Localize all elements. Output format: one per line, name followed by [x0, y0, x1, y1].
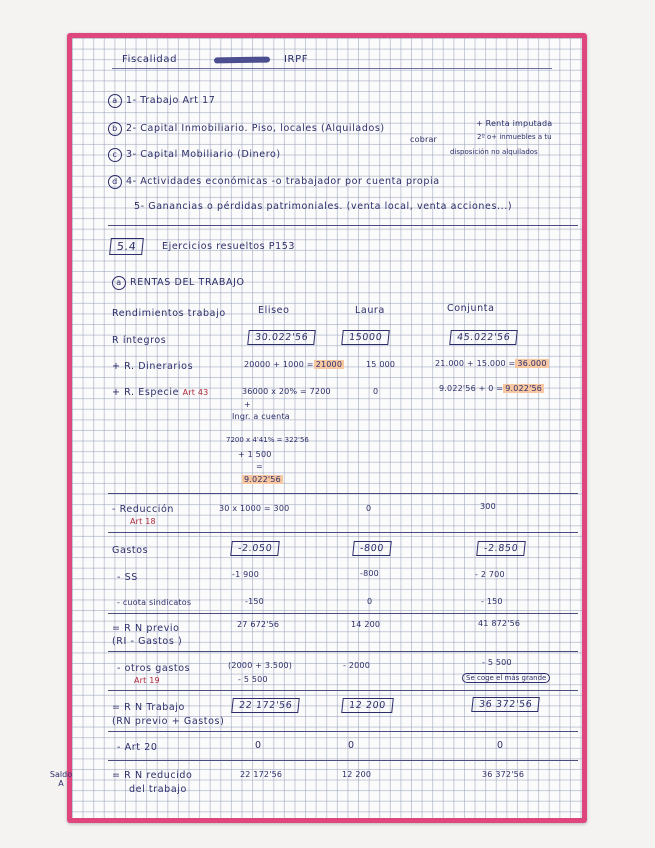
reduccion-art: Art 18 [130, 517, 156, 526]
row-rnprevio-label1: = R N previo [112, 623, 180, 634]
rnprevio-eliseo: 27 672'56 [237, 620, 280, 629]
row-cuota-label: - cuota sindicatos [117, 598, 192, 607]
list-note-cobrar: cobrar [410, 135, 438, 144]
col-conjunta: Conjunta [447, 303, 495, 314]
dinerarios-eliseo [244, 360, 344, 369]
otros-conjunta-1: - 5 500 [482, 658, 512, 667]
art20-laura: 0 [348, 740, 355, 751]
row-rnprevio-label2: (RI - Gastos ) [112, 636, 183, 647]
section-rule-6 [108, 690, 578, 691]
dinerarios-conjunta-result: 36.000 [517, 359, 547, 368]
header-rule [112, 68, 552, 69]
ss-laura: -800 [360, 569, 379, 578]
row-ingresos-label: R íntegros [112, 335, 167, 346]
calc-plus: + [244, 400, 251, 409]
list-item-2 [108, 122, 385, 136]
ingresos-laura: 15000 [341, 330, 390, 345]
row-rntrabajo-label1: = R N Trabajo [112, 702, 185, 713]
margin-note-line2: A [58, 779, 64, 788]
row-art20-label: - Art 20 [117, 742, 158, 753]
row-reduccion-label: - Reducción [112, 504, 175, 515]
gastos-laura: -800 [352, 541, 392, 556]
row-rnreducido-label1: = R N reducido [112, 770, 193, 781]
especie-conjunta-result: 9.022'56 [505, 384, 543, 393]
ss-eliseo: -1 900 [232, 570, 259, 579]
rnreducido-conjunta: 36 372'56 [482, 770, 525, 779]
rnprevio-conjunta: 41 872'56 [478, 619, 521, 628]
header-subject: Fiscalidad [122, 54, 178, 65]
otros-conjunta-2: Se coge el más grande [462, 673, 550, 683]
row-ss-label: - SS [117, 572, 138, 583]
scribbled-word [214, 57, 270, 64]
reduccion-conjunta: 300 [480, 502, 496, 511]
exercise-title: Ejercicios resueltos P153 [162, 241, 296, 252]
col-laura: Laura [355, 305, 385, 316]
otros-eliseo-1: (2000 + 3.500) [228, 661, 293, 670]
otros-eliseo-2: - 5 500 [238, 675, 268, 684]
row-dinerarios-label: + R. Dinerarios [112, 361, 194, 372]
row-especie-label [112, 387, 208, 398]
ingresos-eliseo: 30.022'56 [247, 330, 316, 345]
otros-laura: - 2000 [343, 661, 370, 670]
art20-eliseo: 0 [255, 740, 262, 751]
especie-eliseo: 36000 x 20% = 7200 [242, 387, 331, 396]
cuota-conjunta: - 150 [481, 597, 503, 606]
list-letter: c [108, 148, 122, 162]
especie-conjunta [439, 384, 544, 393]
cuota-laura: 0 [367, 597, 373, 606]
gastos-conjunta: -2.850 [476, 541, 526, 556]
exercise-number: 5.4 [109, 238, 144, 255]
col-label: Rendimientos trabajo [112, 308, 226, 319]
list-item-4 [108, 175, 440, 189]
dinerarios-laura: 15 000 [366, 360, 396, 369]
reduccion-laura: 0 [366, 504, 372, 513]
list-text: 1- Trabajo Art 17 [126, 95, 216, 106]
gastos-eliseo: -2.050 [230, 541, 280, 556]
rnreducido-laura: 12 200 [342, 770, 372, 779]
list-note-renta: + Renta imputada [476, 119, 553, 128]
header-tax: IRPF [284, 54, 309, 65]
rntrabajo-eliseo: 22 172'56 [231, 698, 300, 713]
list-text: 5- Ganancias o pérdidas patrimoniales. (venta local, venta acciones...) [134, 201, 513, 212]
section-title: RENTAS DEL TRABAJO [130, 277, 245, 288]
especie-art: Art 43 [182, 388, 209, 397]
especie-label: + R. Especie [112, 387, 180, 398]
row-rntrabajo-label2: (RN previo + Gastos) [112, 716, 225, 727]
especie-conjunta-calc: 9.022'56 + 0 = [439, 384, 504, 393]
list-note-inmuebles: 2º o+ inmuebles a tu [477, 133, 552, 141]
list-letter: b [108, 122, 122, 136]
calc-ingr: Ingr. a cuenta [232, 412, 290, 421]
otros-art: Art 19 [134, 676, 160, 685]
calc-line1: 7200 x 4'41% = 322'56 [226, 436, 309, 444]
col-eliseo: Eliseo [258, 305, 290, 316]
section-heading [112, 276, 245, 290]
row-gastos-label: Gastos [112, 545, 149, 556]
list-item-5 [134, 201, 512, 212]
calc-eq: = [256, 462, 263, 471]
list-text: 2- Capital Inmobiliario. Piso, locales (Alquilados) [126, 123, 385, 134]
calc-line2: + 1 500 [238, 450, 272, 459]
list-letter: d [108, 175, 122, 189]
list-item-1 [108, 94, 215, 108]
list-text: 3- Capital Mobiliario (Dinero) [126, 149, 281, 160]
art20-conjunta: 0 [497, 740, 504, 751]
list-text: 4- Actividades económicas -o trabajador por cuenta propia [126, 176, 440, 187]
dinerarios-eliseo-calc: 20000 + 1000 = [244, 360, 314, 369]
especie-laura: 0 [373, 387, 379, 396]
rntrabajo-laura: 12 200 [341, 698, 393, 713]
row-otros-label: - otros gastos [117, 663, 191, 674]
ingresos-conjunta: 45.022'56 [449, 330, 518, 345]
cuota-eliseo: -150 [245, 597, 264, 606]
section-rule-5 [108, 651, 578, 652]
section-rule-3 [108, 532, 578, 533]
section-rule-2 [108, 493, 578, 494]
list-note-disposicion: disposición no alquilados [450, 148, 538, 156]
margin-note-line1: Saldo [49, 770, 73, 779]
ss-conjunta: - 2 700 [475, 570, 505, 579]
section-rule-7 [108, 731, 578, 732]
section-rule-4 [108, 613, 578, 614]
rnprevio-laura: 14 200 [351, 620, 381, 629]
dinerarios-eliseo-result: 21000 [315, 360, 343, 369]
rntrabajo-conjunta: 36 372'56 [471, 697, 540, 712]
dinerarios-conjunta [435, 359, 549, 368]
rnreducido-eliseo: 22 172'56 [240, 770, 283, 779]
section-letter: a [112, 276, 126, 290]
calc-result: 9.022'56 [244, 475, 281, 484]
notebook-page [72, 38, 582, 818]
dinerarios-conjunta-calc: 21.000 + 15.000 = [435, 359, 516, 368]
list-letter: a [108, 94, 122, 108]
list-item-3 [108, 148, 281, 162]
section-rule-1 [108, 225, 578, 226]
row-rnreducido-label2: del trabajo [129, 784, 187, 795]
reduccion-eliseo: 30 x 1000 = 300 [219, 504, 290, 513]
section-rule-8 [108, 760, 578, 761]
